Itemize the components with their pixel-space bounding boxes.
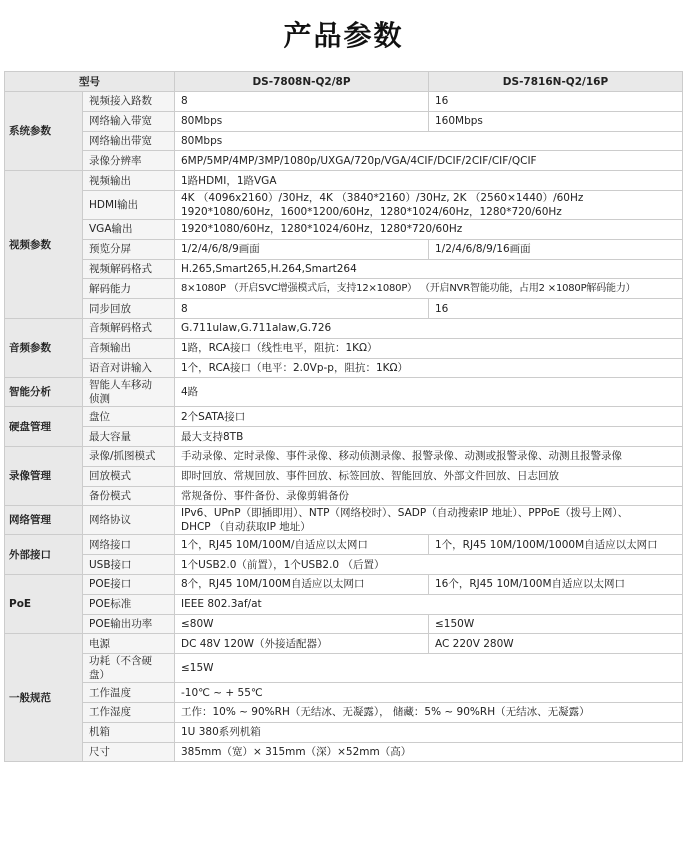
spec-item: 工作温度 bbox=[83, 683, 175, 703]
spec-value-a: 1/2/4/6/8/9画面 bbox=[175, 239, 429, 259]
spec-item: 机箱 bbox=[83, 722, 175, 742]
table-row bbox=[5, 466, 683, 486]
spec-item-line: 侦测 bbox=[89, 393, 110, 406]
table-row bbox=[5, 407, 683, 427]
table-row bbox=[5, 555, 683, 575]
spec-value-a: 8 bbox=[175, 299, 429, 319]
category-video: 视频参数 bbox=[5, 171, 83, 319]
spec-item: 音频解码格式 bbox=[83, 318, 175, 338]
spec-item: 录像/抓图模式 bbox=[83, 446, 175, 466]
table-row bbox=[5, 279, 683, 299]
spec-table bbox=[4, 71, 683, 762]
category-poe: PoE bbox=[5, 574, 83, 633]
spec-value: 1个USB2.0（前置），1个USB2.0 （后置） bbox=[175, 555, 683, 575]
spec-item: 回放模式 bbox=[83, 466, 175, 486]
spec-item: 视频输出 bbox=[83, 171, 175, 191]
spec-item: 最大容量 bbox=[83, 427, 175, 447]
table-row bbox=[5, 614, 683, 634]
spec-item: 工作湿度 bbox=[83, 702, 175, 722]
table-row bbox=[5, 654, 683, 683]
table-row bbox=[5, 219, 683, 239]
spec-item bbox=[83, 654, 175, 683]
spec-value: 1个，RCA接口（电平：2.0Vp-p，阻抗：1KΩ） bbox=[175, 358, 683, 378]
table-row bbox=[5, 702, 683, 722]
spec-value-b: ≤150W bbox=[429, 614, 683, 634]
spec-item: 语音对讲输入 bbox=[83, 358, 175, 378]
table-row bbox=[5, 131, 683, 151]
table-row bbox=[5, 318, 683, 338]
spec-item: 解码能力 bbox=[83, 279, 175, 299]
spec-value: 1U 380系列机箱 bbox=[175, 722, 683, 742]
spec-item: POE标准 bbox=[83, 594, 175, 614]
model-label: 型号 bbox=[5, 72, 175, 92]
table-row bbox=[5, 299, 683, 319]
spec-value bbox=[175, 190, 683, 219]
spec-value-b: 1/2/4/6/8/9/16画面 bbox=[429, 239, 683, 259]
spec-item: VGA输出 bbox=[83, 219, 175, 239]
spec-value: IEEE 802.3af/at bbox=[175, 594, 683, 614]
spec-item: 盘位 bbox=[83, 407, 175, 427]
spec-value: 2个SATA接口 bbox=[175, 407, 683, 427]
page-title: 产品参数 bbox=[283, 19, 404, 52]
spec-item: 同步回放 bbox=[83, 299, 175, 319]
table-row bbox=[5, 722, 683, 742]
spec-value: 1路HDMI，1路VGA bbox=[175, 171, 683, 191]
spec-item: 尺寸 bbox=[83, 742, 175, 762]
spec-value-b: 16 bbox=[429, 299, 683, 319]
spec-value-a: 8×1080P （开启SVC增强模式后，支持12×1080P） bbox=[181, 282, 417, 294]
spec-value: 1920*1080/60Hz，1280*1024/60Hz，1280*720/60Hz bbox=[175, 219, 683, 239]
model-b: DS-7816N-Q2/16P bbox=[429, 72, 683, 92]
spec-item: HDMI输出 bbox=[83, 190, 175, 219]
spec-value-a: 1个，RJ45 10M/100M/自适应以太网口 bbox=[175, 535, 429, 555]
spec-value: 最大支持8TB bbox=[175, 427, 683, 447]
table-row bbox=[5, 446, 683, 466]
category-smart: 智能分析 bbox=[5, 378, 83, 407]
table-row bbox=[5, 535, 683, 555]
spec-value-b: 1个，RJ45 10M/100M/1000M自适应以太网口 bbox=[429, 535, 683, 555]
table-row bbox=[5, 574, 683, 594]
spec-value-line: 1920*1080/60Hz，1600*1200/60Hz，1280*1024/60Hz，1280*720/60Hz bbox=[181, 205, 562, 218]
table-row bbox=[5, 486, 683, 506]
spec-item: POE接口 bbox=[83, 574, 175, 594]
table-row bbox=[5, 634, 683, 654]
spec-value: H.265,Smart265,H.264,Smart264 bbox=[175, 259, 683, 279]
category-network: 网络管理 bbox=[5, 506, 83, 535]
spec-value-b: 16 bbox=[429, 92, 683, 112]
spec-item: 预览分屏 bbox=[83, 239, 175, 259]
spec-item: 电源 bbox=[83, 634, 175, 654]
spec-value bbox=[175, 279, 683, 299]
model-a: DS-7808N-Q2/8P bbox=[175, 72, 429, 92]
spec-value: G.711ulaw,G.711alaw,G.726 bbox=[175, 318, 683, 338]
spec-value-a: ≤80W bbox=[175, 614, 429, 634]
spec-value: 4路 bbox=[175, 378, 683, 407]
spec-value: 80Mbps bbox=[175, 131, 683, 151]
spec-value-b: 160Mbps bbox=[429, 111, 683, 131]
table-row bbox=[5, 151, 683, 171]
spec-item: POE输出功率 bbox=[83, 614, 175, 634]
spec-value: 1路，RCA接口（线性电平，阻抗：1KΩ） bbox=[175, 338, 683, 358]
spec-item: 音频输出 bbox=[83, 338, 175, 358]
category-record: 录像管理 bbox=[5, 446, 83, 505]
spec-value: 6MP/5MP/4MP/3MP/1080p/UXGA/720p/VGA/4CIF/DCIF/2CIF/CIF/QCIF bbox=[175, 151, 683, 171]
spec-item bbox=[83, 378, 175, 407]
spec-value-b: （开启NVR智能功能，占用2 ×1080P解码能力） bbox=[419, 282, 636, 294]
spec-value: 常规备份、事件备份、录像剪辑备份 bbox=[175, 486, 683, 506]
spec-value bbox=[175, 506, 683, 535]
table-row bbox=[5, 378, 683, 407]
spec-value-b: AC 220V 280W bbox=[429, 634, 683, 654]
spec-item: 录像分辨率 bbox=[83, 151, 175, 171]
spec-value-a: DC 48V 120W（外接适配器） bbox=[175, 634, 429, 654]
category-disk: 硬盘管理 bbox=[5, 407, 83, 447]
spec-value: ≤15W bbox=[175, 654, 683, 683]
spec-item: 视频解码格式 bbox=[83, 259, 175, 279]
spec-value-a: 8个，RJ45 10M/100M自适应以太网口 bbox=[175, 574, 429, 594]
spec-value: 手动录像、定时录像、事件录像、移动侦测录像、报警录像、动测或报警录像、动测且报警录像 bbox=[175, 446, 683, 466]
table-row bbox=[5, 683, 683, 703]
header-row bbox=[5, 72, 683, 92]
table-row bbox=[5, 358, 683, 378]
spec-item: 网络输出带宽 bbox=[83, 131, 175, 151]
table-row bbox=[5, 190, 683, 219]
table-row bbox=[5, 239, 683, 259]
spec-item: 备份模式 bbox=[83, 486, 175, 506]
category-audio: 音频参数 bbox=[5, 318, 83, 377]
spec-item: USB接口 bbox=[83, 555, 175, 575]
table-row bbox=[5, 594, 683, 614]
spec-item-line: 功耗（不含硬 bbox=[89, 655, 152, 668]
spec-item: 网络协议 bbox=[83, 506, 175, 535]
spec-value-a: 8 bbox=[175, 92, 429, 112]
table-row bbox=[5, 259, 683, 279]
spec-item: 网络接口 bbox=[83, 535, 175, 555]
spec-value-line: 4K （4096x2160）/30Hz，4K （3840*2160）/30Hz, 2K （2560×1440）/60Hz bbox=[181, 191, 584, 204]
spec-item-line: 盘） bbox=[89, 669, 110, 682]
spec-value-b: 16个，RJ45 10M/100M自适应以太网口 bbox=[429, 574, 683, 594]
category-system: 系统参数 bbox=[5, 92, 83, 171]
table-row bbox=[5, 171, 683, 191]
table-row bbox=[5, 742, 683, 762]
spec-value: 即时回放、常规回放、事件回放、标签回放、智能回放、外部文件回放、日志回放 bbox=[175, 466, 683, 486]
spec-value: -10℃ ~ + 55℃ bbox=[175, 683, 683, 703]
spec-value-a: 80Mbps bbox=[175, 111, 429, 131]
table-row bbox=[5, 506, 683, 535]
spec-value: 工作：10% ~ 90%RH（无结冰、无凝露）， 储藏：5% ~ 90%RH（无结冰、无凝露） bbox=[175, 702, 683, 722]
spec-item: 网络输入带宽 bbox=[83, 111, 175, 131]
spec-item-line: 智能人车移动 bbox=[89, 379, 152, 392]
table-row bbox=[5, 338, 683, 358]
category-external: 外部接口 bbox=[5, 535, 83, 575]
spec-item: 视频接入路数 bbox=[83, 92, 175, 112]
spec-value: 385mm（宽）× 315mm（深）×52mm（高） bbox=[175, 742, 683, 762]
spec-value-line: IPv6、UPnP（即插即用）、NTP（网络校时）、SADP（自动搜索IP 地址）、PPPoE（拨号上网）、 bbox=[181, 507, 629, 520]
table-row bbox=[5, 111, 683, 131]
spec-value-line: DHCP （自动获取IP 地址） bbox=[181, 521, 311, 534]
category-general: 一般规范 bbox=[5, 634, 83, 762]
table-row bbox=[5, 92, 683, 112]
table-row bbox=[5, 427, 683, 447]
